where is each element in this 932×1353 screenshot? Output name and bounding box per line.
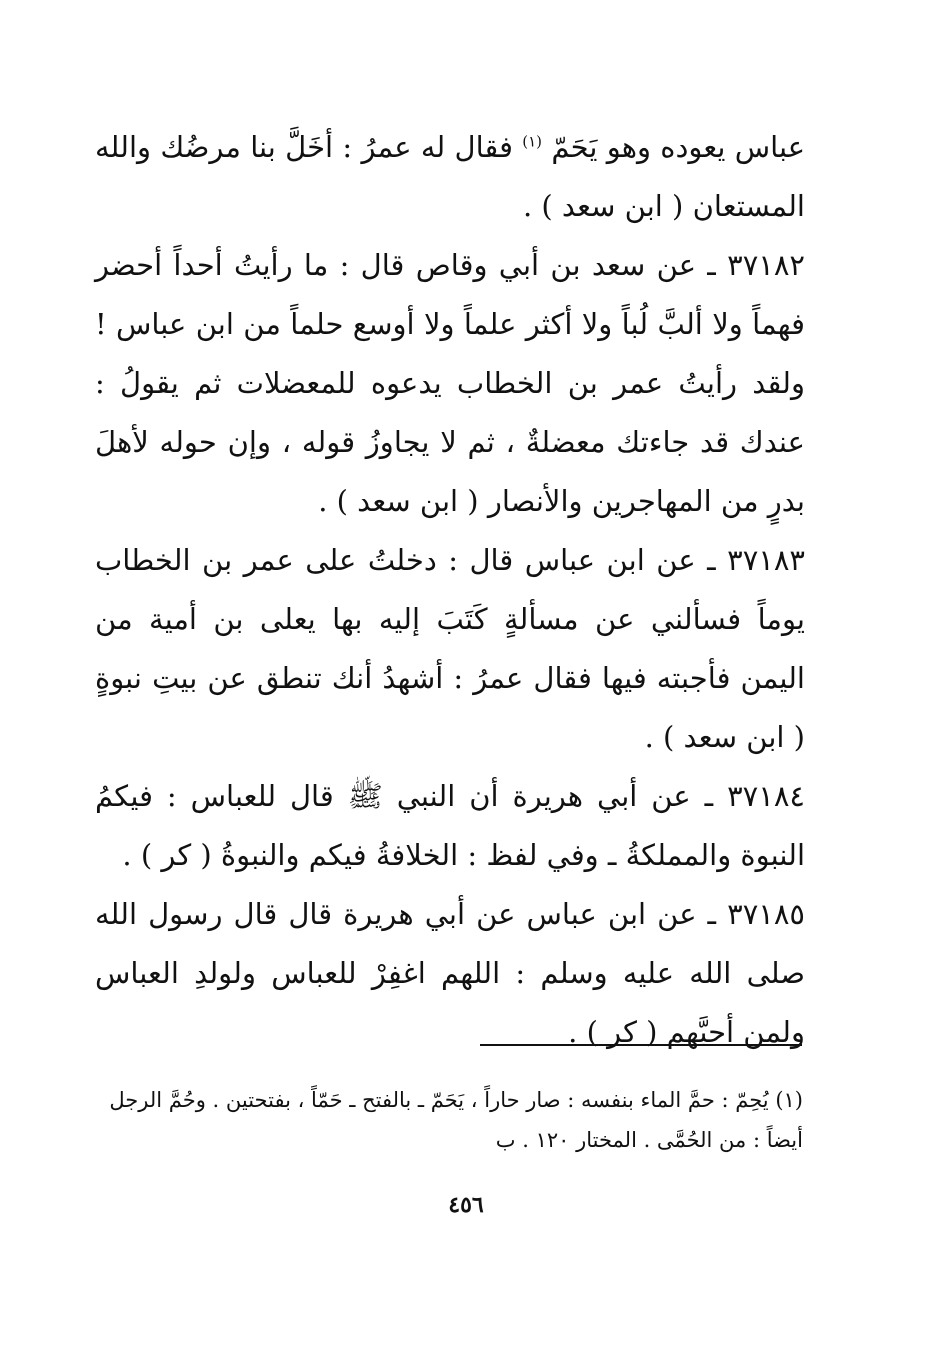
- main-text: [95, 118, 805, 1062]
- hadith-text: ـ عن ابن عباس قال : دخلتُ على عمر بن الخطاب يوماً فسألني عن مسألةٍ كَتَبَ إليه بها يعلى بن أمية من اليمن فأجبته فيها فقال عمرُ : أشهدُ أنك تنطق عن بيتِ نبوةٍ ( ابن سعد ) .: [95, 543, 805, 754]
- hadith-37185: [95, 885, 805, 1062]
- footnote-marker: (١): [775, 1088, 803, 1112]
- hadith-number: ٣٧١٨٣: [727, 543, 806, 577]
- footnote-reference: (١): [522, 132, 543, 151]
- footnote-text: يُحِمّ : حمَّ الماء بنفسه : صار حاراً ، يَحَمّ ـ بالفتح ـ حَمّاً ، بفتحتين . وحُمَّ الرجل أيضاً : من الحُمَّى . المختار ١٢٠ . ب: [109, 1088, 803, 1152]
- hadith-number: ٣٧١٨٤: [727, 779, 805, 813]
- paragraph-text: فقال له عمرُ : أخَلَّ بنا مرضُك والله المستعان ( ابن سعد ) .: [95, 130, 805, 223]
- footnote-divider: [480, 1044, 802, 1046]
- hadith-number: ٣٧١٨٢: [727, 248, 806, 282]
- hadith-37183: [95, 531, 805, 767]
- paragraph-continuation: [95, 118, 805, 236]
- hadith-37182: [95, 236, 805, 531]
- hadith-text: ـ عن ابن عباس عن أبي هريرة قال قال رسول الله صلى الله عليه وسلم : اللهم اغفِرْ للعباس ولولدِ العباس ولمن أحبَّهم ( كر ) .: [95, 897, 805, 1049]
- hadith-text: ـ عن سعد بن أبي وقاص قال : ما رأيتُ أحداً أحضر فهماً ولا ألبَّ لُباً ولا أكثر علماً ولا أوسع حلماً من ابن عباس ! ولقد رأيتُ عمر بن الخطاب يدعوه للمعضلات ثم يقولُ : عندك قد جاءتك معضلةٌ ، ثم لا يجاوزُ قوله ، وإن حوله لأهلَ بدرٍ من المهاجرين والأنصار ( ابن سعد ) .: [95, 248, 805, 518]
- hadith-37184: [95, 767, 805, 885]
- footnote: [95, 1080, 803, 1160]
- hadith-text: ـ عن أبي هريرة أن النبي ﷺ قال للعباس : فيكمُ النبوة والمملكةُ ـ وفي لفظ : الخلافةُ فيكم والنبوةُ ( كر ) .: [95, 779, 805, 872]
- paragraph-text-before-ref: عباس يعوده وهو يَحَمّ: [551, 130, 806, 164]
- hadith-number: ٣٧١٨٥: [727, 897, 806, 931]
- page-number: ٤٥٦: [448, 1192, 484, 1218]
